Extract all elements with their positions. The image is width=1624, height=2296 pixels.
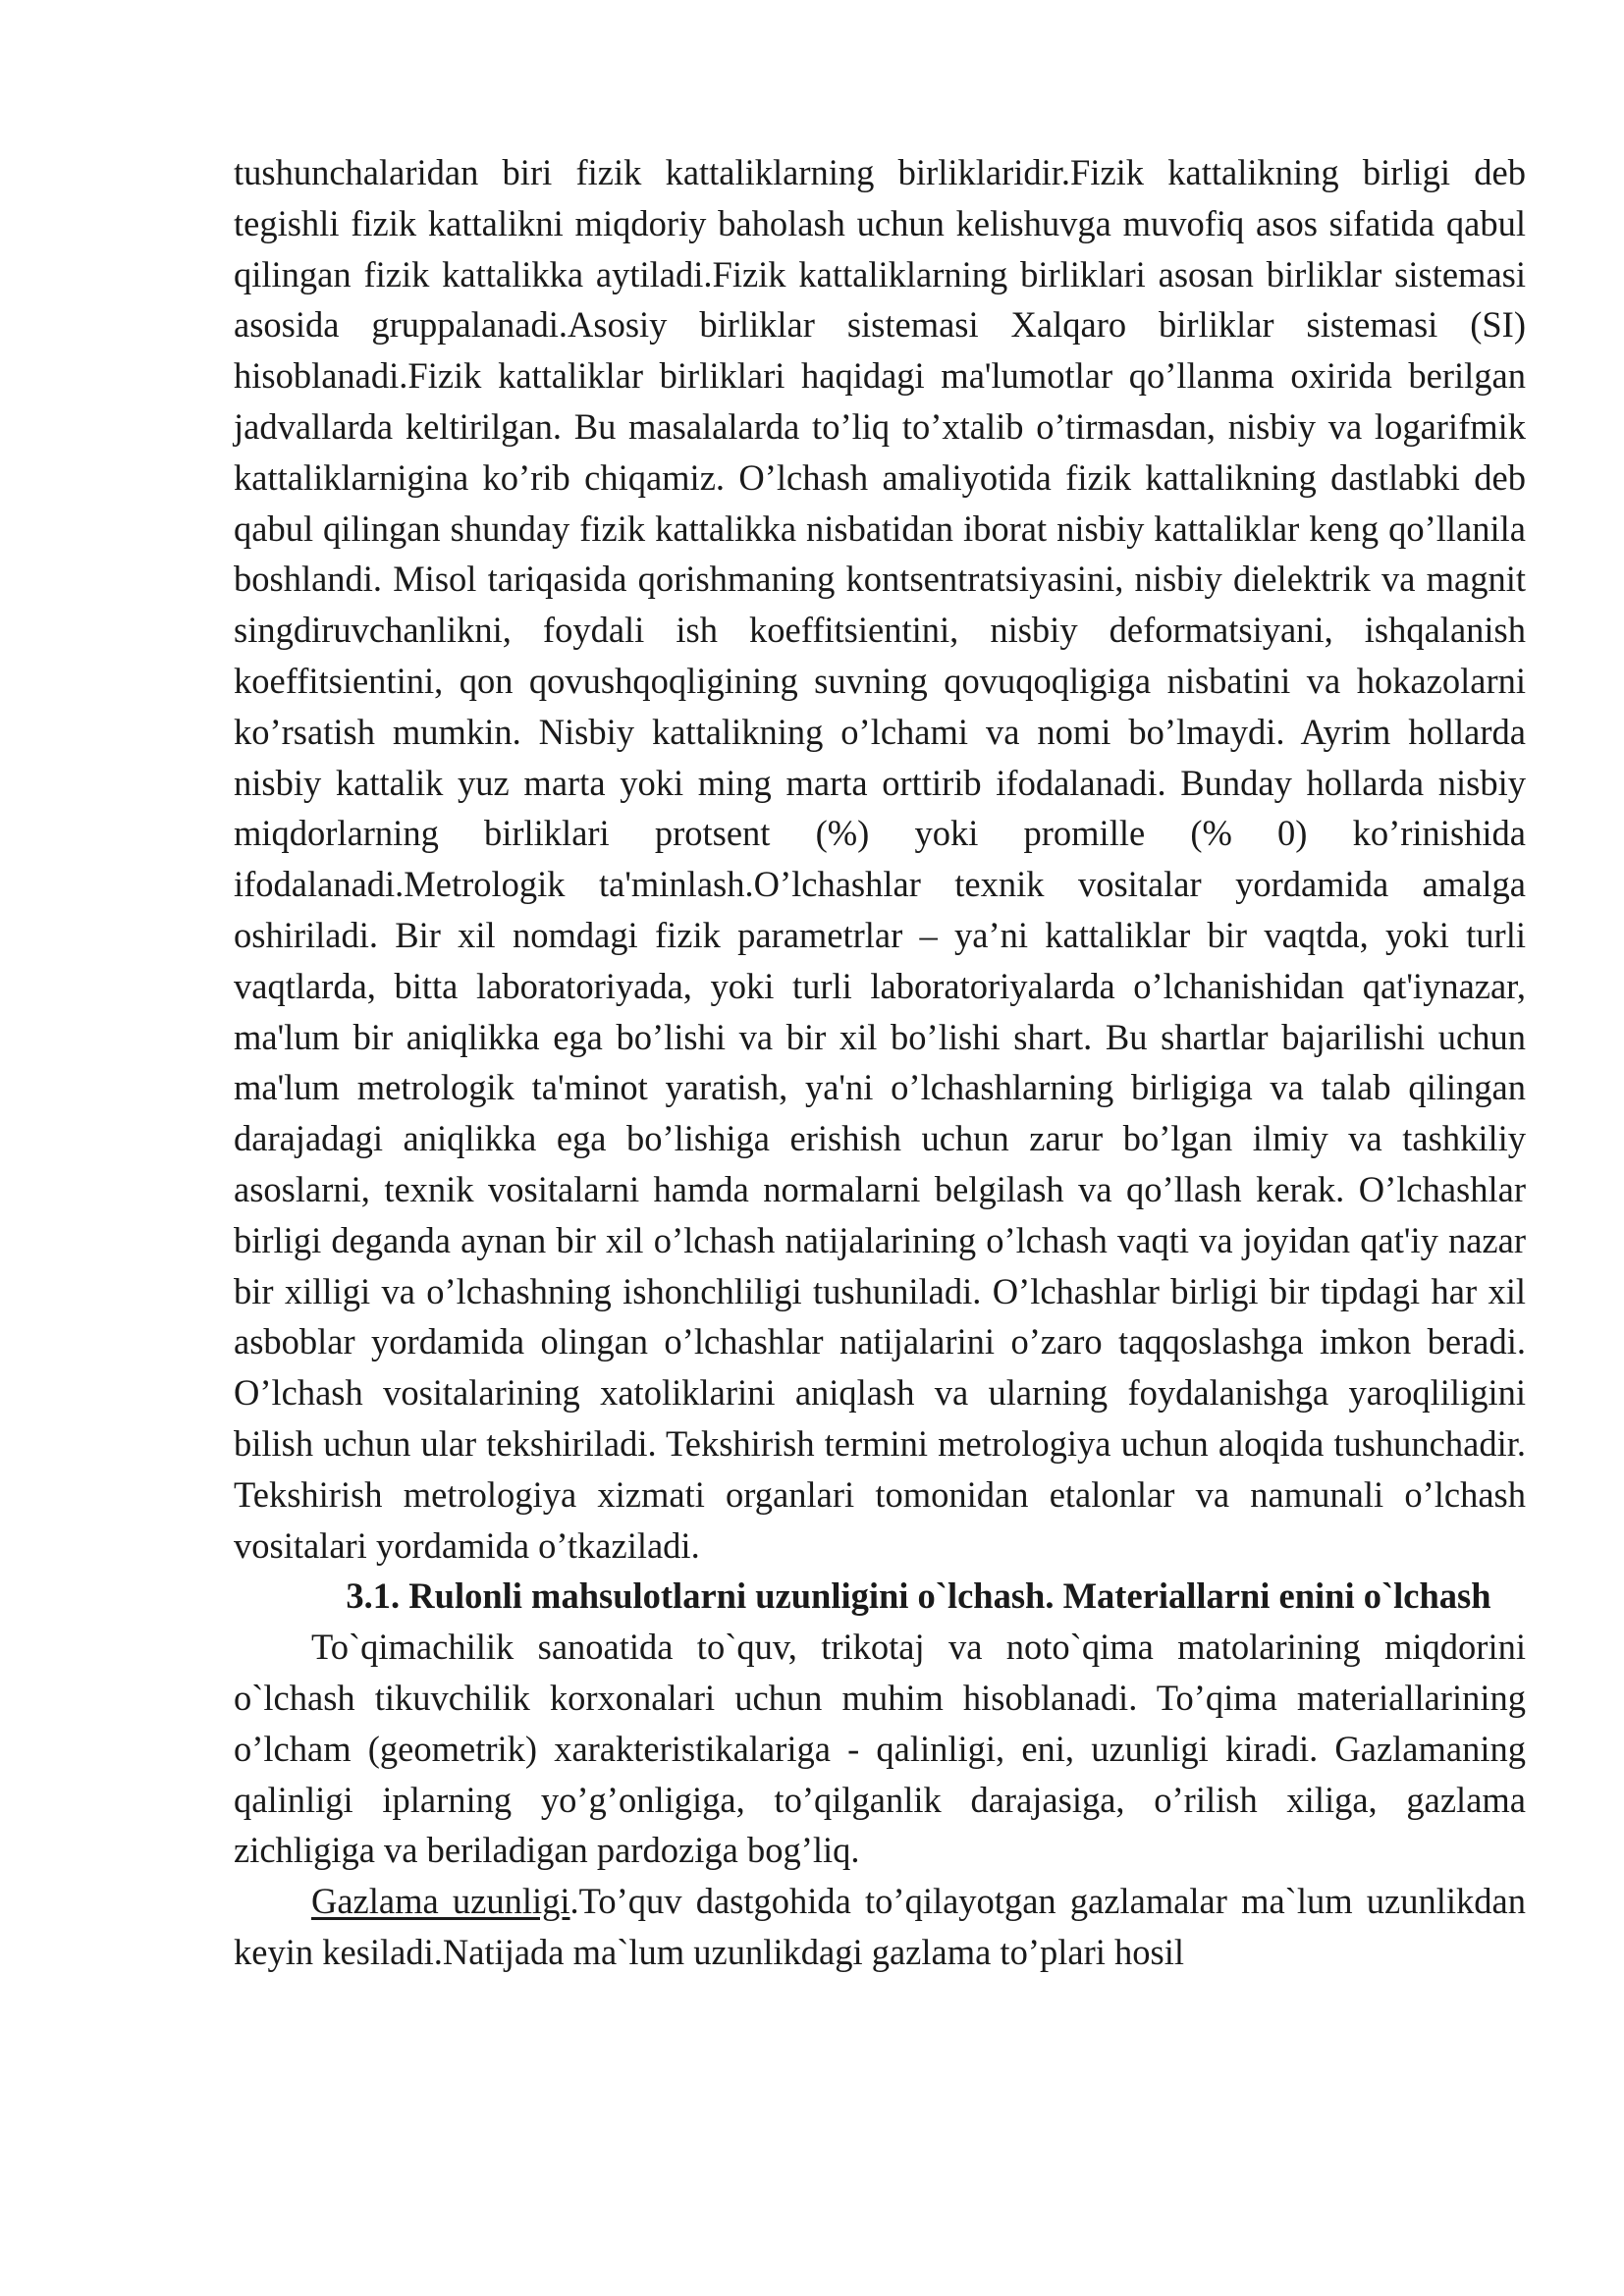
body-paragraph-2: To`qimachilik sanoatida to`quv, trikotaj va noto`qima matolarining miqdorini o`lchash tikuvchilik korxonalari uchun muhim hisoblanadi. To’qima materiallarining o’lcham (geometrik) xarakteristikalariga - qalinligi, eni, uzunligi kiradi. Gazlamaning qalinligi iplarning yo’g’onligiga, to’qilganlik darajasiga, o’rilish xiliga, gazlama zichligiga va beriladigan pardoziga bog’liq. [234,1627,1526,1871]
body-paragraph-1: tushunchalaridan biri fizik kattaliklarning birliklaridir.Fizik kattalikning birligi deb tegishli fizik kattalikni miqdoriy baholash uchun kelishuvga muvofiq asos sifatida qabul qilingan fizik kattalikka aytiladi.Fizik kattaliklarning birliklari asosan birliklar sistemasi asosida gruppalanadi.Asosiy birliklar sistemasi Xalqaro birliklar sistemasi (SI) hisoblanadi.Fizik kattaliklar birliklari haqidagi ma'lumotlar qo’llanma oxirida berilgan jadvallarda keltirilgan. Bu masalalarda to’liq to’xtalib o’tirmasdan, nisbiy va logarifmik kattaliklarnigina ko’rib chiqamiz. O’lchash amaliyotida fizik kattalikning dastlabki deb qabul qilingan shunday fizik kattalikka nisbatidan iborat nisbiy kattaliklar keng qo’llanila boshlandi. Misol tariqasida qorishmaning kontsentratsiyasini, nisbiy dielektrik va magnit singdiruvchanlikni, foydali ish koeffitsientini, nisbiy deformatsiyani, ishqalanish koeffitsientini, qon qovushqoqligining suvning qovuqoqligiga nisbatini va hokazolarni ko’rsatish mumkin. Nisbiy kattalikning o’lchami va nomi bo’lmaydi. Ayrim hollarda nisbiy kattalik yuz marta yoki ming marta orttirib ifodalanadi. Bunday hollarda nisbiy miqdorlarning birliklari protsent (%) yoki promille (% 0) ko’rinishida ifodalanadi.Metrologik ta'minlash.O’lchashlar texnik vositalar yordamida amalga oshiriladi. Bir xil nomdagi fizik parametrlar – ya’ni kattaliklar bir vaqtda, yoki turli vaqtlarda, bitta laboratoriyada, yoki turli laboratoriyalarda o’lchanishidan qat'iynazar, ma'lum bir aniqlikka ega bo’lishi va bir xil bo’lishi shart. Bu shartlar bajarilishi uchun ma'lum metrologik ta'minot yaratish, ya'ni o’lchashlarning birligiga va talab qilingan darajadagi aniqlikka ega bo’lishiga erishish uchun zarur bo’lgan ilmiy va tashkiliy asoslarni, texnik vositalarni hamda normalarni belgilash va qo’llash kerak. O’lchashlar birligi deganda aynan bir xil o’lchash natijalarining o’lchash vaqti va joyidan qat'iy nazar bir xilligi va o’lchashning ishonchliligi tushuniladi. O’lchashlar birligi bir tipdagi har xil asboblar yordamida olingan o’lchashlar natijalarini o’zaro taqqoslashga imkon beradi. O’lchash vositalarining xatoliklarini aniqlash va ularning foydalanishga yaroqliligini bilish uchun ular tekshiriladi. Tekshirish termini metrologiya uchun aloqida tushunchadir. Tekshirish metrologiya xizmati organlari tomonidan etalonlar va namunali o’lchash vositalari yordamida o’tkaziladi. [234,152,1526,1566]
term-gazlama-uzunligi: Gazlama uzunligi [311,1881,570,1922]
body-paragraph-3 [234,1876,1526,1978]
section-heading: 3.1. Rulonli mahsulotlarni uzunligini o`lchash. Materiallarni enini o`lchash [346,1575,1491,1617]
body-paragraph-3-text: .To’quv dastgohida to’qilayotgan gazlamalar ma`lum uzunlikdan keyin kesiladi.Natijada ma`lum uzunlikdagi gazlama to’plari hosil [234,1881,1526,1972]
document-page [234,147,1526,1978]
